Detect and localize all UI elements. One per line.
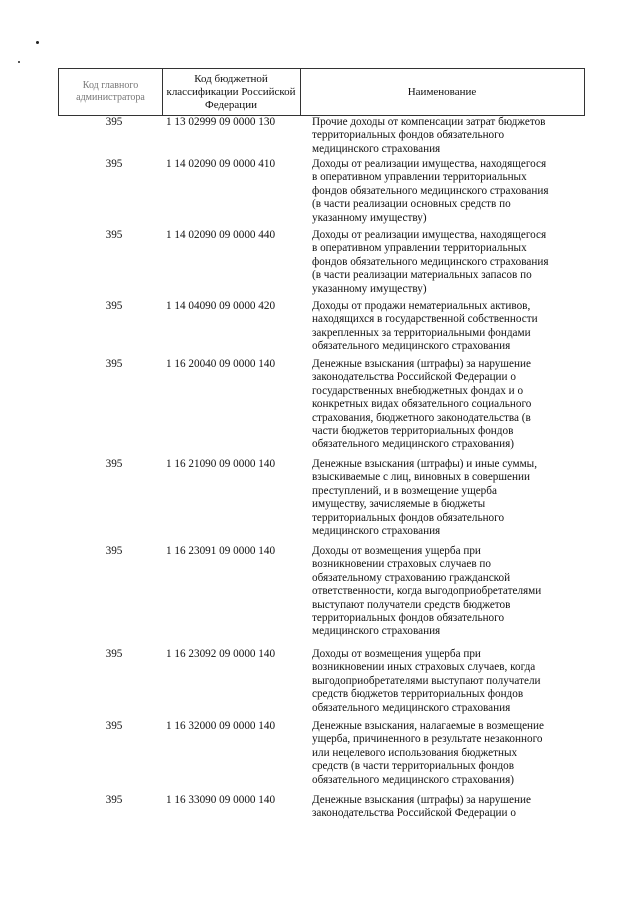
admin-code-cell: 395 [105, 158, 123, 170]
name-line: средств бюджетов территориальных фондов [312, 688, 524, 701]
header-name: Наименование [407, 86, 477, 98]
name-line: территориальных фондов обязательного [312, 612, 505, 625]
admin-code-cell: 395 [105, 545, 123, 557]
name-line: закрепленных за территориальными фондами [312, 326, 531, 339]
name-line: обязательному страхованию гражданской [312, 571, 511, 584]
name-cell [312, 458, 578, 538]
budget-code-cell: 1 16 23091 09 0000 140 [166, 545, 276, 557]
admin-code-cell: 395 [105, 116, 123, 128]
name-line: ответственности, когда выгодоприобретателями [312, 585, 542, 598]
name-line: медицинского страхования [312, 625, 441, 638]
budget-code-cell: 1 16 20040 09 0000 140 [166, 358, 276, 370]
name-line: страхования, бюджетного законодательства (в [312, 411, 531, 424]
admin-code-cell: 395 [105, 458, 123, 470]
name-line: обязательного медицинского страхования [312, 701, 511, 714]
name-cell [312, 794, 578, 821]
name-cell [312, 358, 578, 452]
name-line: фондов обязательного медицинского страхования [312, 255, 549, 268]
name-line: конкретных видах обязательного социального [312, 398, 532, 411]
name-line: Доходы от реализации имущества, находящегося [312, 158, 547, 170]
admin-code-cell: 395 [105, 358, 123, 370]
name-cell [312, 229, 578, 296]
budget-code-cell: 1 14 02090 09 0000 440 [166, 229, 276, 241]
name-line: обязательного медицинского страхования [312, 340, 511, 353]
table-header [58, 68, 585, 116]
name-line: (в части реализации материальных запасов по [312, 269, 532, 282]
name-line: указанному имуществу) [312, 282, 427, 295]
name-line: Денежные взыскания (штрафы) за нарушение [312, 358, 531, 370]
name-line: ущерба, причиненного в результате незаконного [312, 733, 543, 746]
name-line: фондов обязательного медицинского страхования [312, 184, 549, 197]
name-line: законодательства Российской Федерации о [312, 371, 516, 384]
name-line: или нецелевого использования бюджетных [312, 746, 518, 759]
name-line: Доходы от возмещения ущерба при [312, 648, 481, 660]
header-budget-code: Код бюджетной классификации Российской Федерации [162, 69, 301, 115]
name-line: части бюджетов территориальных фондов [312, 425, 514, 438]
name-line: Доходы от возмещения ущерба при [312, 545, 481, 557]
name-line: территориальных фондов обязательного [312, 511, 505, 524]
admin-code-cell: 395 [105, 229, 123, 241]
admin-code-cell: 395 [105, 794, 123, 806]
budget-code-cell: 1 14 02090 09 0000 410 [166, 158, 276, 170]
name-line: медицинского страхования [312, 525, 441, 538]
name-line: возникновении иных страховых случаев, когда [312, 661, 536, 674]
name-line: имуществу, зачисляемые в бюджеты [312, 498, 486, 511]
name-line: в оперативном управлении территориальных [312, 242, 527, 255]
name-cell [312, 545, 578, 639]
scan-speck [18, 61, 20, 63]
budget-code-cell: 1 16 33090 09 0000 140 [166, 794, 276, 806]
header-admin-code: Код главного администратора [59, 69, 163, 115]
name-line: государственных внебюджетных фондах и о [312, 384, 524, 397]
name-line: территориальных фондов обязательного [312, 129, 505, 142]
name-line: находящихся в государственной собственности [312, 313, 538, 326]
name-line: в оперативном управлении территориальных [312, 171, 527, 184]
name-line: Доходы от продажи нематериальных активов, [312, 300, 531, 312]
name-line: выгодоприобретателями выступают получатели [312, 674, 541, 687]
name-line: указанному имуществу) [312, 211, 427, 224]
budget-code-cell: 1 16 23092 09 0000 140 [166, 648, 276, 660]
budget-code-cell: 1 16 32000 09 0000 140 [166, 720, 276, 732]
name-cell [312, 116, 578, 156]
name-line: преступлений, и в возмещение ущерба [312, 484, 497, 497]
name-line: Денежные взыскания, налагаемые в возмещение [312, 720, 544, 732]
admin-code-cell: 395 [105, 720, 123, 732]
name-cell [312, 720, 578, 787]
name-line: Денежные взыскания (штрафы) и иные суммы, [312, 458, 538, 470]
budget-code-cell: 1 14 04090 09 0000 420 [166, 300, 276, 312]
name-line: медицинского страхования [312, 142, 441, 155]
name-line: законодательства Российской Федерации о [312, 807, 516, 820]
name-line: Денежные взыскания (штрафы) за нарушение [312, 794, 531, 806]
name-line: обязательного медицинского страхования) [312, 438, 514, 451]
name-line: Доходы от реализации имущества, находящегося [312, 229, 547, 241]
name-cell [312, 648, 578, 715]
name-line: (в части реализации основных средств по [312, 198, 511, 211]
name-line: Прочие доходы от компенсации затрат бюджетов [312, 116, 546, 128]
admin-code-cell: 395 [105, 648, 123, 660]
budget-code-cell: 1 16 21090 09 0000 140 [166, 458, 276, 470]
name-cell [312, 158, 578, 225]
name-line: возникновении страховых случаев по [312, 558, 492, 571]
name-line: выступают получатели средств бюджетов [312, 598, 511, 611]
budget-code-cell: 1 13 02999 09 0000 130 [166, 116, 276, 128]
name-line: средств (в части территориальных фондов [312, 760, 515, 773]
scan-speck [36, 41, 39, 44]
name-cell [312, 300, 578, 354]
name-line: взыскиваемые с лиц, виновных в совершении [312, 471, 530, 484]
admin-code-cell: 395 [105, 300, 123, 312]
name-line: обязательного медицинского страхования) [312, 773, 514, 786]
